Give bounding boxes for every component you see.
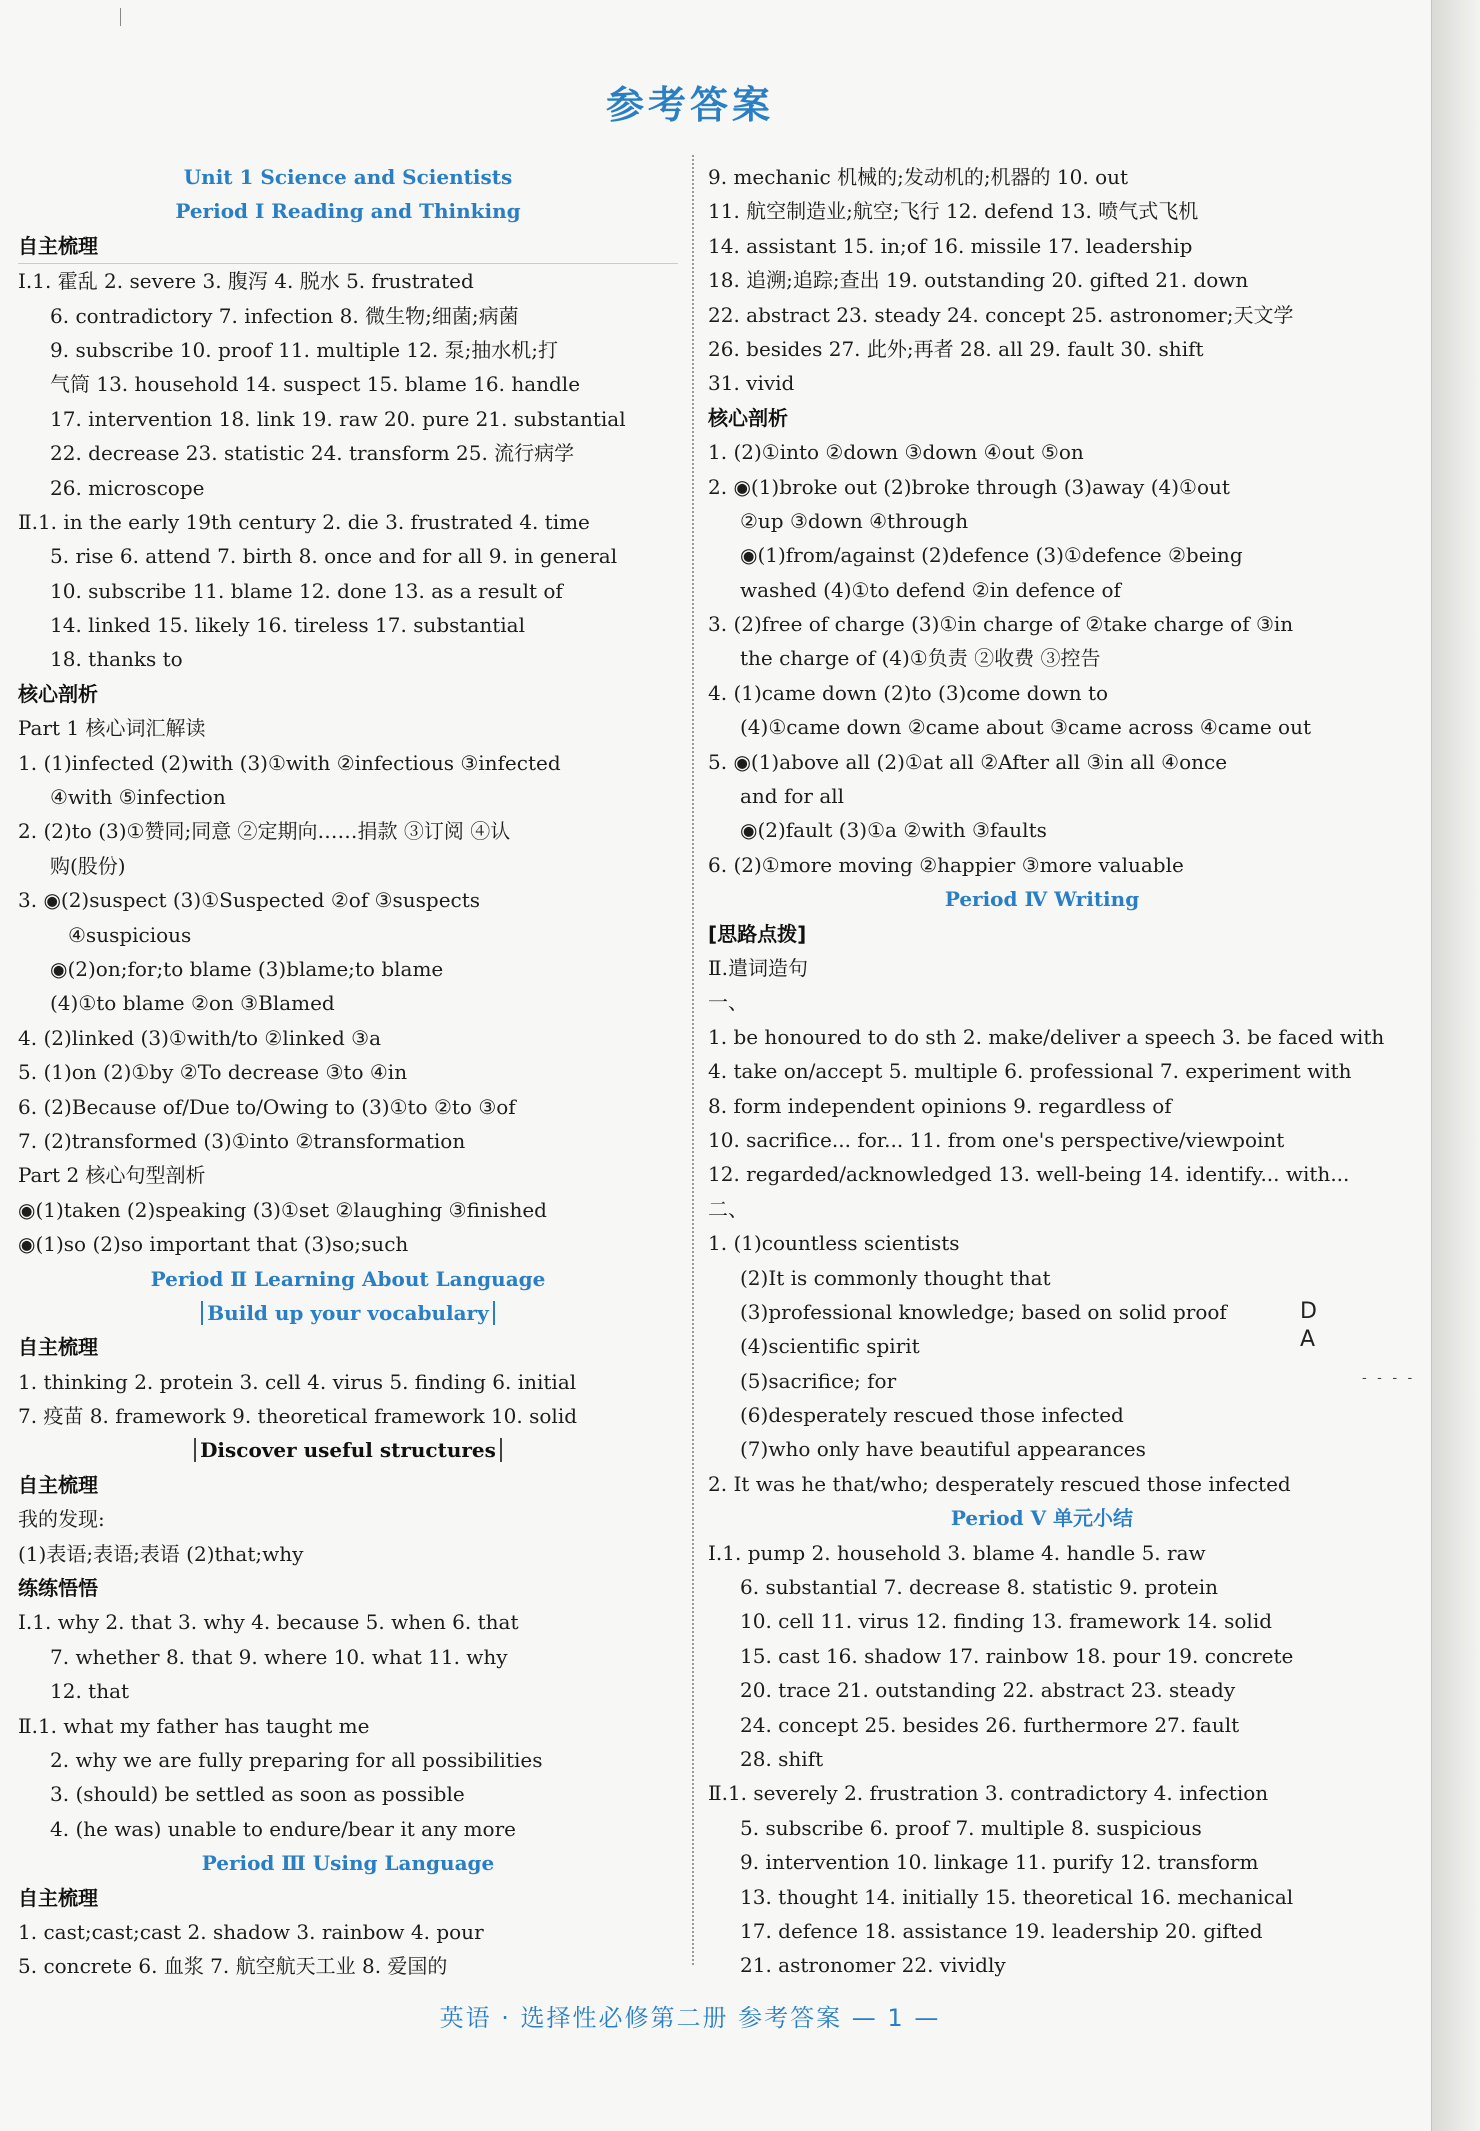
- section-heading: Period Ⅴ 单元小结: [950, 1506, 1134, 1531]
- answer-line: 10. sacrifice... for... 11. from one's perspective/viewpoint: [708, 1127, 1285, 1152]
- answer-line: 21. astronomer 22. vividly: [740, 1953, 1006, 1978]
- answer-line: 气筒 13. household 14. suspect 15. blame 16. handle: [50, 372, 581, 397]
- mark-letter: A: [1300, 1327, 1316, 1352]
- answer-line: 28. shift: [740, 1746, 824, 1771]
- subsection-label: 自主梳理: [18, 1335, 98, 1360]
- answer-line: 6. (2)①more moving ②happier ③more valuable: [708, 852, 1184, 877]
- right-column: [708, 160, 1385, 1983]
- answer-line: 购(股份): [50, 853, 126, 878]
- subsection-label: 自主梳理: [18, 1885, 98, 1910]
- answer-line: 4. (1)came down (2)to (3)come down to: [708, 680, 1109, 705]
- answer-line: 二、: [708, 1196, 748, 1221]
- subsection-label: 自主梳理: [18, 1472, 98, 1497]
- section-heading: Period Ⅱ Learning About Language: [150, 1266, 546, 1291]
- answer-line: 我的发现:: [18, 1507, 105, 1532]
- answer-line: 3. (2)free of charge (3)①in charge of ②take charge of ③in: [708, 612, 1294, 637]
- answer-line: ④with ⑤infection: [50, 785, 226, 810]
- answer-line: 1. thinking 2. protein 3. cell 4. virus 5. finding 6. initial: [18, 1369, 577, 1394]
- answer-line: 10. subscribe 11. blame 12. done 13. as a result of: [50, 578, 563, 603]
- answer-line: 14. assistant 15. in;of 16. missile 17. leadership: [708, 233, 1193, 258]
- answer-line: 11. 航空制造业;航空;飞行 12. defend 13. 喷气式飞机: [708, 199, 1199, 224]
- answer-line: 7. whether 8. that 9. where 10. what 11. why: [50, 1644, 508, 1669]
- bracketed-heading-text: Discover useful structures: [194, 1438, 502, 1462]
- answer-line: 18. 追溯;追踪;查出 19. outstanding 20. gifted 21. down: [708, 268, 1249, 293]
- answer-line: ④suspicious: [68, 922, 192, 947]
- answer-line: 20. trace 21. outstanding 22. abstract 23. steady: [740, 1678, 1236, 1703]
- answer-line: 5. concrete 6. 血浆 7. 航空航天工业 8. 爱国的: [18, 1954, 448, 1979]
- answer-line: 8. form independent opinions 9. regardless of: [708, 1093, 1172, 1118]
- answer-line: washed (4)①to defend ②in defence of: [740, 577, 1121, 602]
- answer-line: 9. mechanic 机械的;发动机的;机器的 10. out: [708, 165, 1129, 189]
- answer-line: (4)①came down ②came about ③came across ④came out: [740, 715, 1311, 740]
- section-heading: Unit 1 Science and Scientists: [183, 165, 513, 189]
- answer-line: Ⅱ.1. in the early 19th century 2. die 3. frustrated 4. time: [18, 509, 590, 534]
- answer-line: ◉(1)so (2)so important that (3)so;such: [18, 1232, 409, 1257]
- bracketed-heading: [18, 1296, 678, 1330]
- page-title: 参考答案: [605, 83, 774, 127]
- answer-line: 26. besides 27. 此外;再者 28. all 29. fault 30. shift: [708, 336, 1204, 361]
- left-column: [18, 160, 678, 1984]
- answer-line: 13. thought 14. initially 15. theoretical 16. mechanical: [740, 1884, 1294, 1909]
- answer-line: Ⅱ.1. severely 2. frustration 3. contradictory 4. infection: [708, 1781, 1269, 1806]
- answer-line: Part 1 核心词汇解读: [18, 716, 206, 741]
- answer-line: 14. linked 15. likely 16. tireless 17. substantial: [50, 613, 525, 638]
- answer-line: 1. (1)countless scientists: [708, 1231, 960, 1256]
- answer-line: (4)scientific spirit: [740, 1334, 920, 1359]
- answer-line: ◉(1)taken (2)speaking (3)①set ②laughing ③finished: [18, 1197, 547, 1222]
- answer-line: 4. (he was) unable to endure/bear it any more: [50, 1816, 516, 1841]
- answer-line: 26. microscope: [50, 475, 205, 500]
- answer-line: 31. vivid: [708, 371, 795, 396]
- answer-line: and for all: [740, 784, 845, 809]
- answer-line: 7. 疫苗 8. framework 9. theoretical framework 10. solid: [18, 1404, 578, 1429]
- answer-line: Part 2 核心句型剖析: [18, 1163, 206, 1188]
- answer-line: 15. cast 16. shadow 17. rainbow 18. pour 19. concrete: [740, 1643, 1294, 1668]
- answer-line: 24. concept 25. besides 26. furthermore 27. fault: [740, 1712, 1240, 1737]
- subsection-label: 练练悟悟: [18, 1576, 98, 1601]
- answer-line: 10. cell 11. virus 12. finding 13. framework 14. solid: [740, 1609, 1273, 1634]
- subsection-label: 核心剖析: [708, 405, 788, 430]
- answer-line: 22. decrease 23. statistic 24. transform 25. 流行病学: [50, 441, 575, 466]
- answer-line: 6. (2)Because of/Due to/Owing to (3)①to ②to ③of: [18, 1094, 516, 1119]
- answer-line: (5)sacrifice; for: [740, 1368, 897, 1393]
- section-heading: Period Ⅲ Using Language: [201, 1851, 495, 1876]
- section-heading: Period Ⅰ Reading and Thinking: [175, 199, 521, 224]
- answer-line: 6. substantial 7. decrease 8. statistic 9. protein: [740, 1575, 1219, 1600]
- answer-line: ◉(2)fault (3)①a ②with ③faults: [740, 818, 1047, 843]
- subsection-label: [思路点拨]: [708, 921, 807, 946]
- answer-line: 4. (2)linked (3)①with/to ②linked ③a: [18, 1025, 381, 1050]
- column-divider: [692, 155, 694, 1965]
- answer-line: ◉(1)from/against (2)defence (3)①defence ②being: [740, 543, 1243, 568]
- answer-line: Ⅰ.1. pump 2. household 3. blame 4. handle 5. raw: [708, 1540, 1206, 1565]
- answer-line: 17. defence 18. assistance 19. leadership 20. gifted: [740, 1918, 1263, 1943]
- answer-line: (7)who only have beautiful appearances: [740, 1437, 1146, 1462]
- answer-line: 3. ◉(2)suspect (3)①Suspected ②of ③suspects: [18, 888, 481, 913]
- answer-line: 9. intervention 10. linkage 11. purify 12. transform: [740, 1850, 1259, 1875]
- answer-line: 2. It was he that/who; desperately rescued those infected: [708, 1471, 1291, 1496]
- answer-line: (3)professional knowledge; based on solid proof: [740, 1299, 1227, 1324]
- answer-line: Ⅱ.1. what my father has taught me: [18, 1713, 370, 1738]
- answer-line: Ⅰ.1. why 2. that 3. why 4. because 5. when 6. that: [18, 1610, 519, 1635]
- answer-line: 2. (2)to (3)①赞同;同意 ②定期向……捐款 ③订阅 ④认: [18, 819, 511, 844]
- subsection-label: 核心剖析: [18, 681, 98, 706]
- bracketed-heading: [18, 1433, 678, 1467]
- answer-line: ◉(2)on;for;to blame (3)blame;to blame: [50, 956, 444, 981]
- answer-line: 2. ◉(1)broke out (2)broke through (3)away (4)①out: [708, 474, 1230, 499]
- answer-line: 18. thanks to: [50, 647, 183, 672]
- answer-line: the charge of (4)①负责 ②收费 ③控告: [740, 646, 1101, 671]
- answer-line: (2)It is commonly thought that: [740, 1265, 1051, 1290]
- page-footer: 英语 · 选择性必修第二册 参考答案 — 1 —: [439, 2004, 941, 2032]
- answer-line: 5. rise 6. attend 7. birth 8. once and for all 9. in general: [50, 544, 618, 569]
- answer-line: (1)表语;表语;表语 (2)that;why: [18, 1541, 304, 1566]
- answer-line: 12. that: [50, 1679, 130, 1704]
- answer-line: 7. (2)transformed (3)①into ②transformation: [18, 1128, 466, 1153]
- answer-line: 5. (1)on (2)①by ②To decrease ③to ④in: [18, 1060, 408, 1085]
- answer-line: 9. subscribe 10. proof 11. multiple 12. 泵;抽水机;打: [50, 337, 559, 362]
- answer-line: ②up ③down ④through: [740, 508, 969, 533]
- answer-line: 4. take on/accept 5. multiple 6. professional 7. experiment with: [708, 1059, 1352, 1084]
- crop-mark: [120, 8, 121, 26]
- answer-line: 3. (should) be settled as soon as possible: [50, 1782, 465, 1807]
- answer-line: 1. (1)infected (2)with (3)①with ②infectious ③infected: [18, 750, 561, 775]
- answer-line: 5. subscribe 6. proof 7. multiple 8. suspicious: [740, 1815, 1202, 1840]
- bracketed-heading-text: Build up your vocabulary: [201, 1301, 494, 1325]
- answer-line: (4)①to blame ②on ③Blamed: [50, 991, 335, 1016]
- answer-line: 5. ◉(1)above all (2)①at all ②After all ③in all ④once: [708, 749, 1228, 774]
- subsection-label: 自主梳理: [18, 229, 678, 264]
- answer-line: 6. contradictory 7. infection 8. 微生物;细菌;病菌: [50, 303, 519, 328]
- section-heading: Period Ⅳ Writing: [944, 887, 1140, 912]
- answer-line: Ⅱ.遣词造句: [708, 955, 808, 980]
- answer-line: 1. cast;cast;cast 2. shadow 3. rainbow 4. pour: [18, 1919, 484, 1944]
- dashed-mark: - - - -: [1362, 1370, 1416, 1386]
- answer-line: 1. be honoured to do sth 2. make/deliver a speech 3. be faced with: [708, 1024, 1385, 1049]
- answer-line: Ⅰ.1. 霍乱 2. severe 3. 腹泻 4. 脱水 5. frustrated: [18, 269, 474, 294]
- answer-line: 17. intervention 18. link 19. raw 20. pure 21. substantial: [50, 406, 626, 431]
- answer-line: 2. why we are fully preparing for all possibilities: [50, 1747, 543, 1772]
- answer-line: 12. regarded/acknowledged 13. well-being 14. identify... with...: [708, 1162, 1350, 1187]
- handwritten-mark: [1300, 1298, 1317, 1354]
- page-binding-edge: [1431, 0, 1480, 2131]
- answer-line: 22. abstract 23. steady 24. concept 25. astronomer;天文学: [708, 302, 1294, 327]
- answer-line: (6)desperately rescued those infected: [740, 1403, 1124, 1428]
- answer-line: 一、: [708, 990, 748, 1015]
- answer-line: 1. (2)①into ②down ③down ④out ⑤on: [708, 440, 1084, 465]
- mark-letter: D: [1300, 1299, 1317, 1324]
